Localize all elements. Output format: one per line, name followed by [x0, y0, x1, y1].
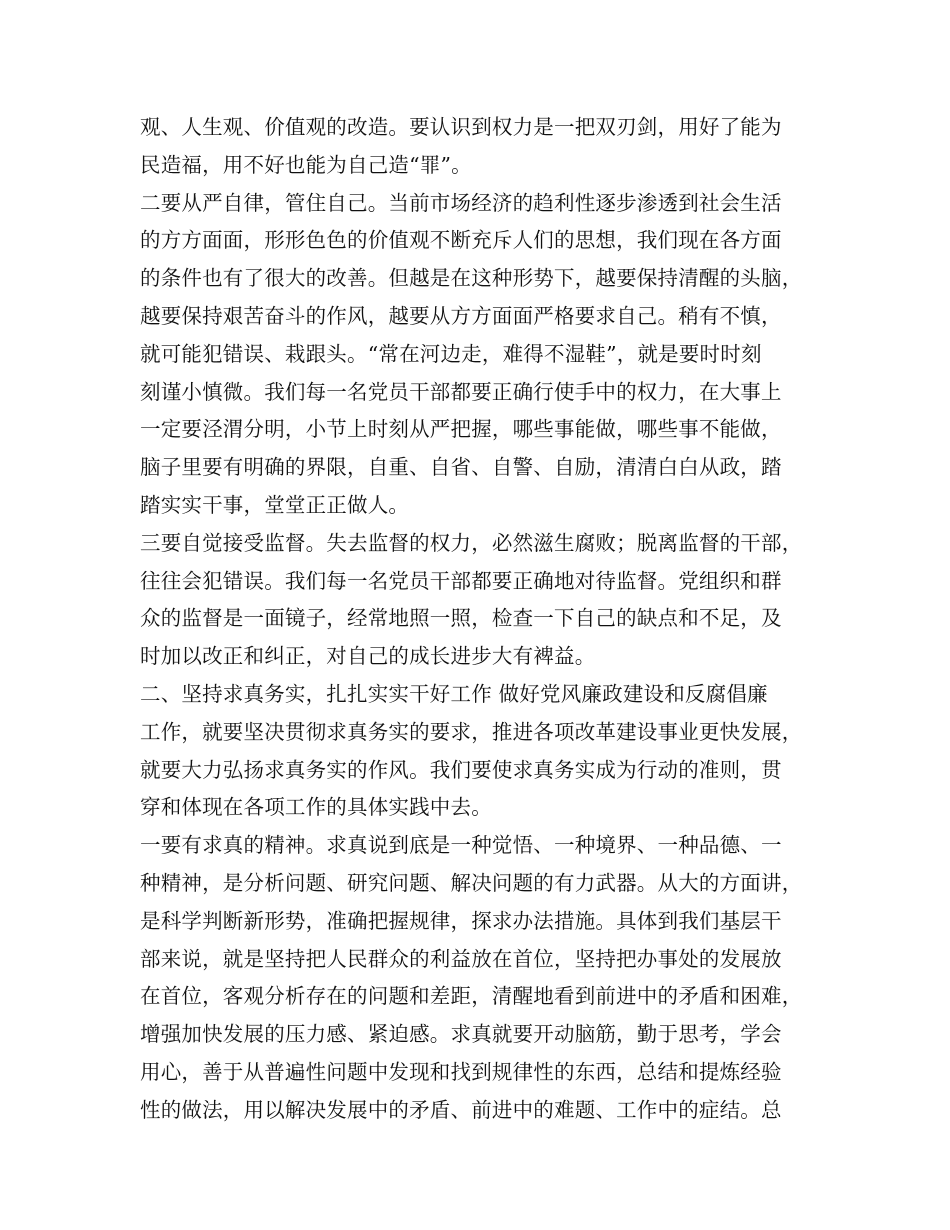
text-line: 观、人生观、价值观的改造。要认识到权力是一把双刃剑，用好了能为 — [140, 115, 782, 139]
text-line: 穿和体现在各项工作的具体实践中去。 — [140, 795, 492, 820]
text-line: 增强加快发展的压力感、紧迫感。求真就要开动脑筋，勤于思考，学会 — [140, 1022, 782, 1047]
text-line: 在首位，客观分析存在的问题和差距，清醒地看到前进中的矛盾和困难， — [140, 984, 803, 1009]
text-line: 性的做法，用以解决发展中的矛盾、前进中的难题、工作中的症结。总 — [140, 1097, 782, 1122]
text-line: 一定要泾渭分明，小节上时刻从严把握，哪些事能做，哪些事不能做， — [140, 417, 782, 442]
text-line: 就可能犯错误、栽跟头。“常在河边走，难得不湿鞋”，就是要时时刻 — [140, 341, 762, 366]
text-line: 越要保持艰苦奋斗的作风，越要从方方面面严格要求自己。稍有不慎， — [140, 303, 782, 328]
text-line: 一要有求真的精神。求真说到底是一种觉悟、一种境界、一种品德、一 — [140, 833, 782, 858]
text-line: 部来说，就是坚持把人民群众的利益放在首位，坚持把办事处的发展放 — [140, 946, 782, 971]
text-line: 踏实实干事，堂堂正正做人。 — [140, 492, 410, 517]
text-line: 二、坚持求真务实，扎扎实实干好工作 做好党风廉政建设和反腐倡廉 — [140, 681, 768, 706]
text-line: 众的监督是一面镜子，经常地照一照，检查一下自己的缺点和不足，及 — [140, 606, 782, 631]
text-line: 的条件也有了很大的改善。但越是在这种形势下，越要保持清醒的头脑， — [140, 266, 803, 291]
text-line: 脑子里要有明确的界限，自重、自省、自警、自励，清清白白从政，踏 — [140, 455, 782, 480]
text-line: 就要大力弘扬求真务实的作风。我们要使求真务实成为行动的准则，贯 — [140, 757, 782, 782]
text-line: 用心，善于从普遍性问题中发现和找到规律性的东西，总结和提炼经验 — [140, 1059, 782, 1084]
text-line: 是科学判断新形势，准确把握规律，探求办法措施。具体到我们基层干 — [140, 908, 782, 933]
document-body — [140, 109, 820, 1130]
text-line: 二要从严自律，管住自己。当前市场经济的趋利性逐步渗透到社会生活 — [140, 190, 782, 215]
text-line: 民造福，用不好也能为自己造“罪”。 — [140, 152, 472, 177]
text-line: 三要自觉接受监督。失去监督的权力，必然滋生腐败；脱离监督的干部， — [140, 530, 803, 555]
text-line: 往往会犯错误。我们每一名党员干部都要正确地对待监督。党组织和群 — [140, 568, 782, 593]
text-line: 工作，就要坚决贯彻求真务实的要求，推进各项改革建设事业更快发展， — [140, 719, 803, 744]
text-line: 刻谨小慎微。我们每一名党员干部都要正确行使手中的权力，在大事上 — [140, 379, 782, 404]
text-line: 时加以改正和纠正，对自己的成长进步大有裨益。 — [140, 644, 596, 669]
text-line: 的方方面面，形形色色的价值观不断充斥人们的思想，我们现在各方面 — [140, 228, 782, 253]
text-line: 种精神，是分析问题、研究问题、解决问题的有力武器。从大的方面讲， — [140, 870, 803, 895]
